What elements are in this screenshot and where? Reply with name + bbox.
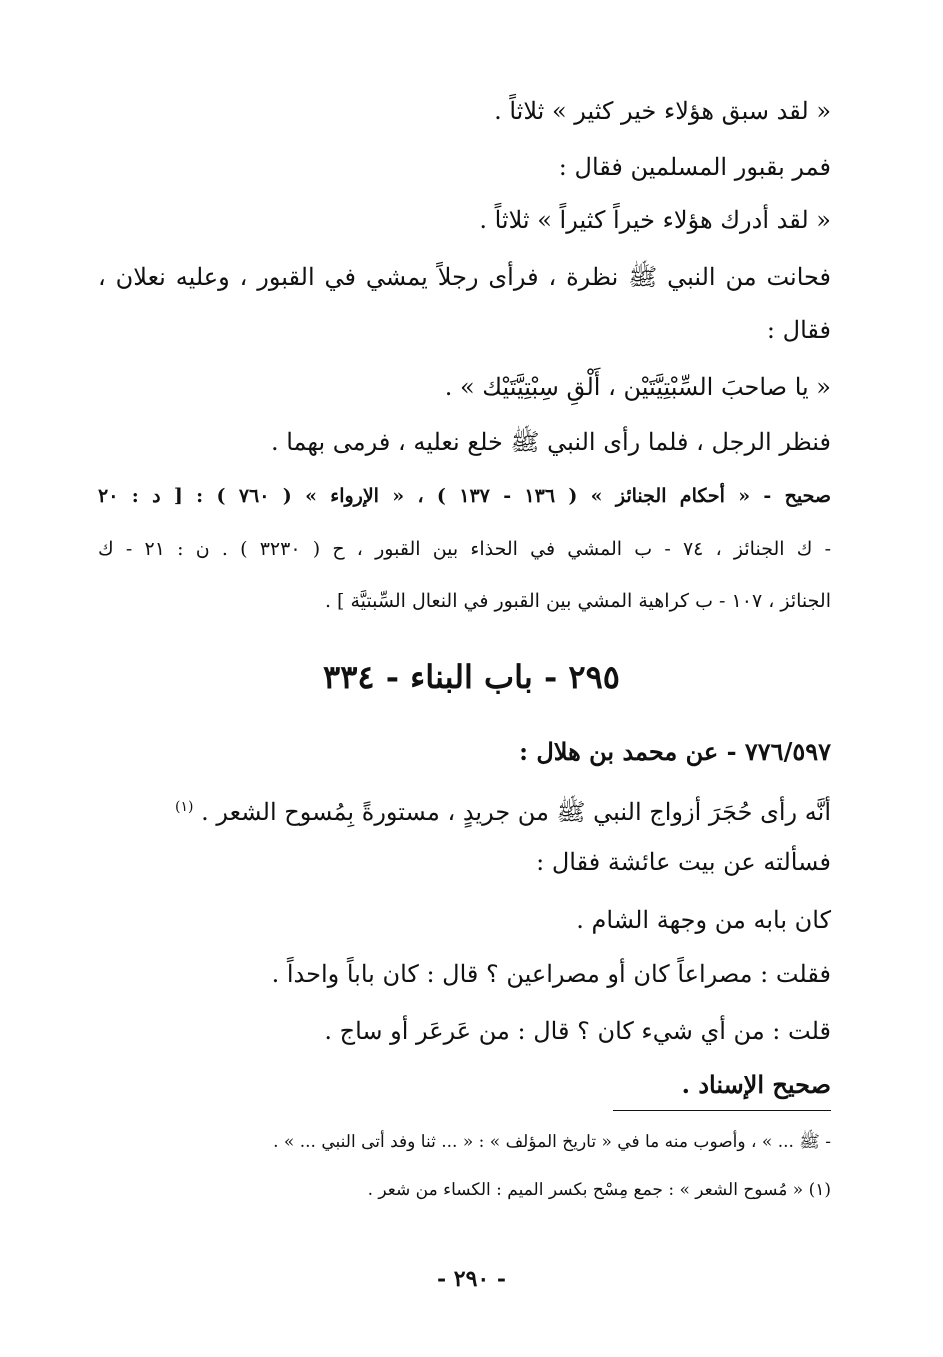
text-line: « يا صاحبَ السِّبْتِيَّتَيْن ، أَلْقِ سِبْتِيَّتَيْك » . xyxy=(444,373,831,401)
footnote: (١) « مُسوح الشعر » : جمع مِسْح بكسر الميم : الكساء من شعر . xyxy=(367,1180,831,1200)
text-line: « لقد أدرك هؤلاء خيراً كثيراً » ثلاثاً . xyxy=(479,206,831,234)
chapter-heading: ٢٩٥ - باب البناء - ٣٣٤ xyxy=(323,658,620,696)
hadith-number-line: ٧٧٦/٥٩٧ - عن محمد بن هلال : xyxy=(519,737,831,766)
reference-line: - ك الجنائز ، ٧٤ - ب المشي في الحذاء بين القبور ، ح ( ٣٢٣٠ ) . ن : ٢١ - ك xyxy=(98,538,832,560)
text-line: فقال : xyxy=(766,316,831,344)
grading-line: صحيح - « أحكام الجنائز » ( ١٣٦ - ١٣٧ ) ، « الإرواء » ( ٧٦٠ ) : [ د : ٢٠ xyxy=(98,485,831,507)
text-line-body: أنَّه رأى حُجَرَ أزواج النبي ﷺ من جريدٍ ، مستورةً بِمُسوح الشعر . xyxy=(201,798,831,826)
grading-line: صحيح الإسناد . xyxy=(681,1070,831,1099)
footnote-marker: (١) xyxy=(175,799,194,815)
text-line: فسألته عن بيت عائشة فقال : xyxy=(536,848,831,876)
text-line: قلت : من أي شيء كان ؟ قال : من عَرعَر أو ساج . xyxy=(324,1017,831,1045)
footnote-divider xyxy=(613,1110,831,1111)
text-line: فنظر الرجل ، فلما رأى النبي ﷺ خلع نعليه ، فرمى بهما . xyxy=(270,428,831,456)
text-line: فمر بقبور المسلمين فقال : xyxy=(558,153,831,181)
page-number: - ٢٩٠ - xyxy=(436,1266,507,1292)
text-line: فقلت : مصراعاً كان أو مصراعين ؟ قال : كان باباً واحداً . xyxy=(271,960,831,988)
text-line xyxy=(175,790,831,829)
text-line: فحانت من النبي ﷺ نظرة ، فرأى رجلاً يمشي في القبور ، وعليه نعلان ، xyxy=(98,263,831,291)
footnote: - ﷺ ... » ، وأصوب منه ما في « تاريخ المؤلف » : « ... ثنا وفد أتى النبي ... » . xyxy=(273,1132,831,1152)
text-line: كان بابه من وجهة الشام . xyxy=(576,906,831,934)
reference-line: الجنائز ، ١٠٧ - ب كراهية المشي بين القبور في النعال السِّبتيَّة ] . xyxy=(324,590,831,612)
text-line: « لقد سبق هؤلاء خير كثير » ثلاثاً . xyxy=(494,97,831,125)
